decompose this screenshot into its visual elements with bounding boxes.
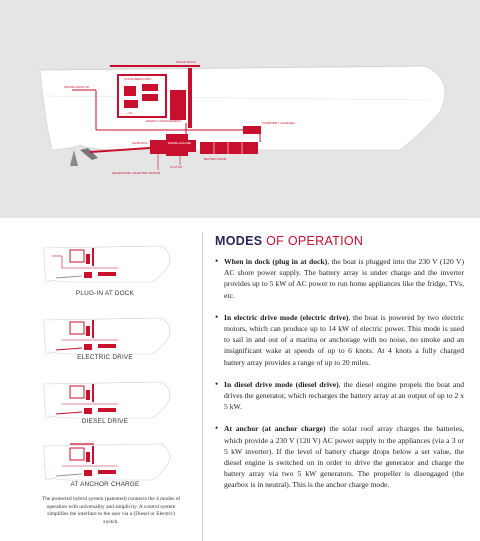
propeller-icon (70, 150, 78, 166)
mode-thumbnails (0, 232, 190, 541)
mode-item-anchor-charge (214, 423, 464, 490)
caption-electric-drive: ELECTRIC DRIVE (77, 354, 133, 361)
mode-item-plug-in (214, 256, 464, 301)
label-energy-management: ENERGY MANAGEMENT (146, 119, 181, 123)
hybrid-system-diagram (0, 0, 480, 218)
title-rest: OF OPERATION (262, 234, 364, 248)
mode-item-diesel-drive (214, 379, 464, 413)
mode-text: , the boat is powered by two electric motors, which can produce up to 14 kW of electric power. This mode is used to sail in and out of a marina or anchorage with no noise, no smoke and an insignificant wake at speeds of up to 6 knots. At 4 knots a fully charged battery array provides a range of up to 20 miles. (224, 312, 464, 367)
diesel-engine-block (166, 134, 188, 156)
mode-title: In electric drive mode (electric drive) (224, 312, 349, 322)
label-generator-motor: GENERATOR / ELECTRIC MOTOR (112, 171, 161, 175)
caption-plug-in: PLUG-IN AT DOCK (75, 290, 135, 297)
system-note: The protected hybrid system (patented) connects the 4 modes of operation with universality and simplicity. A control system simplifies the interface to the user via a (Diesel or Electric) switch. (41, 496, 181, 525)
mode-title: In diesel drive mode (diesel drive) (224, 379, 339, 389)
mode-text: the solar roof array charges the batteries, which provide a 230 V (120 V) AC power supply to the appliances (via a 3 or 5 kW inverter). If the level of battery charge drops below a set value, the diesel engine is switched on in order to drive the generator and charge the battery array via two 5 kW generators. The propeller is disengaged (the gearbox is in neutral). This is the anchor charge mode. (224, 424, 464, 490)
inverter-unit (243, 126, 261, 134)
mode-item-electric-drive (214, 312, 464, 368)
mode-title: At anchor (at anchor charge) (224, 424, 326, 434)
label-clutch: CLUTCH (170, 165, 183, 169)
mode-text: , the diesel engine propels the boat and drives the generator, which recharges the battery array at an output of up to 2 x 5 kW. (224, 379, 465, 412)
label-solar-roof: SOLAR ROOF (176, 60, 196, 64)
mini-diagram-plug-in (42, 242, 174, 288)
modes-list (214, 256, 464, 491)
hull-shape (40, 66, 445, 150)
battery-bank-block (200, 142, 258, 154)
label-diesel-engine: DIESEL ENGINE (168, 141, 191, 145)
label-shore-hookup: SHORE HOOK-UP (64, 85, 90, 89)
label-ac: ~ AC (126, 111, 133, 115)
label-inverter-charger: INVERTER / CHARGER (262, 121, 295, 125)
section-title (215, 234, 464, 248)
caption-diesel-drive: DIESEL DRIVE (81, 418, 129, 425)
title-bold: MODES (215, 234, 263, 248)
column-divider (202, 232, 203, 541)
boat-cutaway-illustration (0, 0, 480, 218)
mode-title: When in dock (plug in at dock) (224, 257, 328, 266)
caption-anchor-charge: AT ANCHOR CHARGE (70, 481, 140, 488)
label-gear-box: GEAR BOX (132, 141, 148, 145)
label-consumers: CONSUMERS 230V (124, 77, 152, 81)
energy-management-unit (170, 90, 186, 120)
label-battery-bank: BATTERY BANK (204, 157, 227, 161)
modes-section (214, 234, 464, 502)
mini-diagram-anchor-charge (42, 440, 174, 486)
mode-text: , the boat is plugged into the 230 V (120 V) AC shore power supply. The battery array is under charge and the inverter provides up to 5 kW of AC power to run home appliances like the fridge, TVs, etc. (224, 257, 465, 300)
